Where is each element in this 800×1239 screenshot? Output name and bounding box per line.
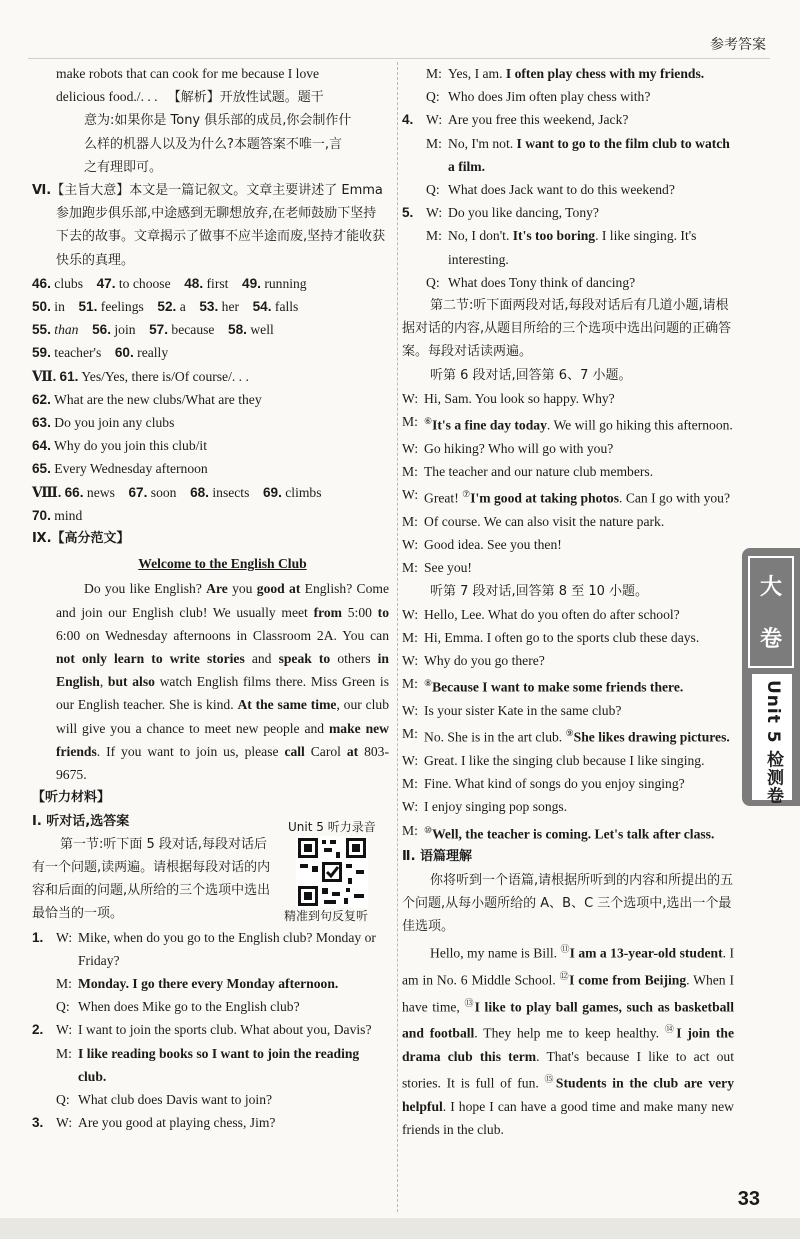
dialogue-segment: No, I'm not. [448,135,517,151]
answer-row [32,341,389,364]
answer-row [32,295,389,318]
speaker: M: [402,776,418,792]
marker-number: ⑭ [664,1024,677,1035]
marker-number: ⑧ [424,678,433,689]
dialogue-text [424,410,734,437]
answer-word: feelings [97,299,144,315]
answer-number: 69. [262,484,282,500]
speaker: Q: [56,999,70,1015]
answer-number: 46. [32,275,51,291]
dialogue-text: I want to join the sports club. What about you, Davis? [78,1022,372,1038]
dialogue-line [402,672,734,699]
essay-segment: 5:00 [342,604,378,620]
dialogue-line [402,85,734,108]
dialogue-5 [402,201,734,294]
answer-word: than [50,322,79,338]
answer-number: 55. [32,322,51,338]
passage-segment: Hello, my name is Bill. [430,945,561,961]
dialogue-segment: No, I don't. [448,228,513,244]
section-ii-label: Ⅱ. 语篇理解 [402,849,473,865]
answer-number: 66. [64,484,84,500]
answer-number: 50. [32,299,51,315]
marker-number: ⑥ [424,416,433,427]
speaker: W: [402,799,419,815]
answer-number: 57. [149,322,169,338]
essay-title: Welcome to the English Club [138,556,307,572]
speaker: W: [402,537,419,553]
essay-segment: 803-9675. [56,743,389,783]
passage-segment: . That's because I like to act out stories. It is full of fun. [402,1049,734,1091]
bottom-strip [0,1218,800,1239]
section-i-desc: 第一节:听下面 5 段对话,每段对话后有一个问题,读两遍。请根据每段对话的内容和后面的问题,从所给的三个选项中选出最恰当的一项。 [32,836,271,922]
dialogue-line [402,603,734,626]
speaker: Q: [426,89,440,105]
answer-word: running [260,275,307,291]
dialogue-segment: Are you free this weekend, Jack? [448,112,629,128]
question-number [32,995,56,1018]
answer-number: 53. [199,299,219,315]
dialogue-segment: She likes drawing pictures. [573,729,730,745]
essay-segment: good at [256,581,301,597]
speaker: M: [402,676,418,692]
passage-body [402,938,734,1141]
dialogue-segment: . I like singing. It's interesting. [448,228,697,267]
dialogue-text: I like reading books so I want to join the reading club. [78,1045,360,1084]
left-dialogues [32,926,389,1135]
passage-segment: . When I have time, [402,972,734,1015]
passage-segment: . They help me to keep healthy. [474,1025,665,1041]
dialogue-line [402,749,734,772]
marker-number: ⑨ [565,728,574,739]
dialogue-segment: Of course. We can also visit the nature park. [424,513,665,529]
answer-word: falls [271,299,299,315]
answer-number: 47. [96,275,116,291]
dialogue-text [424,556,734,579]
dialogue-text [424,483,734,510]
answer-number: 52. [157,299,177,315]
answer-row [32,481,389,504]
passage-segment: . I hope I can have a good time and make many new friends in the club. [402,1099,734,1138]
dialogue-line [402,410,734,437]
dialogue-3-tail [402,62,734,108]
answer-text: Do you join any clubs [50,415,175,431]
answer-row [32,411,389,434]
dialogue-6-intro: 听第 6 段对话,回答第 6、7 小题。 [430,367,632,383]
dialogue-line [402,722,734,749]
speaker: M: [402,463,418,479]
answer-row [32,504,389,527]
answer-word: teacher's [50,345,102,361]
essay-segment: not only learn to write stories [56,651,245,667]
dialogue-segment: I'm good at taking photos [470,490,620,506]
question-number: 3. [32,1115,44,1131]
side-tab [742,548,800,806]
column-divider [397,62,398,1212]
question-number [32,1088,56,1111]
dialogue-line [402,108,734,131]
dialogue-line [402,626,734,649]
answer-word: really [133,345,169,361]
dialogue-7-intro: 听第 7 段对话,回答第 8 至 10 小题。 [430,583,649,599]
answer-text: What are the new clubs/What are they [50,391,262,407]
question-number [402,271,426,294]
answer-number: 48. [184,275,204,291]
header-rule [28,58,770,59]
answer-row [32,388,389,411]
dialogue-text [424,510,734,533]
essay-segment: . If you want to join us, please [96,743,285,759]
speaker: M: [426,135,442,151]
answer-number: 51. [78,299,98,315]
essay-segment: Do you like English? [84,581,207,597]
dialogue-7 [402,603,734,846]
left-column [32,62,389,1134]
answer-word: first [203,275,229,291]
dialogue-segment: Yes, I am. [448,66,506,81]
dialogue-text [424,672,734,699]
dialogue-text [448,178,734,201]
answer-number: 58. [228,322,247,338]
answer-number: 56. [92,322,111,338]
dialogue-text [424,533,734,556]
dialogue-line [402,772,734,795]
essay-segment: Carol [304,743,347,759]
side-tab-label: 大卷 [748,556,794,668]
answer-number: 49. [242,275,261,291]
answer-number: 68. [190,484,209,500]
dialogue-line [402,271,734,294]
answer-word: her [218,299,240,315]
essay-segment: , our club will give you a chance to meet new people and [56,697,389,736]
answer-word: climbs [281,484,336,500]
dialogue-segment: I want to go to the film club to watch a film. [448,135,730,174]
essay-segment: speak to [278,651,331,667]
speaker: Q: [426,182,440,198]
answer-number: 61. [59,368,79,384]
dialogue-segment: Great. I like the singing club because I like singing. [424,753,705,769]
speaker: W: [402,390,419,406]
essay-segment: At the same time [237,697,337,713]
dialogue-text: Monday. I go there every Monday afternoon. [78,975,339,991]
dialogue-segment: Who does Jim often play chess with? [448,89,651,105]
answer-row [32,434,389,457]
dialogue-4 [402,108,734,201]
question-number [402,132,426,178]
continued-line: delicious food./. . . 【解析】开放性试题。题干 [56,89,324,106]
speaker: W: [56,1115,73,1131]
dialogue-line [402,795,734,818]
question-number: 5. [402,205,414,221]
dialogue-text [448,132,734,178]
answer-word: in [50,299,65,315]
answer-text: Why do you join this club/it [50,438,207,454]
dialogue-text [424,795,734,818]
dialogue-segment: Is your sister Kate in the same club? [424,703,622,719]
dialogue-segment: It's a fine day today [432,417,547,433]
dialogue-text [448,85,734,108]
question-number: 4. [402,112,414,128]
dialogue-line [32,972,389,995]
speaker: W: [56,929,73,945]
dialogue-segment: Because I want to make some friends there. [432,679,684,695]
question-number [402,178,426,201]
dialogue-line [32,926,389,972]
answer-text: Yes/Yes, there is/Of course/. . . [78,368,249,384]
dialogue-segment: Fine. What kind of songs do you enjoy singing? [424,776,685,792]
passage-segment: Students in the club are very helpful [402,1075,735,1115]
answer-number: 67. [128,484,148,500]
dialogue-text [448,224,734,270]
speaker: M: [402,560,418,576]
dialogue-segment: Hi, Sam. You look so happy. Why? [424,390,615,406]
dialogue-text [448,108,734,131]
question-number [402,224,426,270]
answer-number: 59. [32,345,51,361]
dialogue-6 [402,387,734,580]
dialogue-text [424,387,734,410]
dialogue-line [402,437,734,460]
speaker: M: [426,66,442,81]
dialogue-line [32,1088,389,1111]
speaker: W: [402,753,419,769]
essay-segment: from [313,604,342,620]
dialogue-line [402,387,734,410]
dialogue-segment: What does Jack want to do this weekend? [448,182,675,198]
question-number: 1. [32,929,44,945]
dialogue-segment: Great! [424,490,463,506]
dialogue-line [402,649,734,672]
passage-segment: I come from Beijing [569,972,687,988]
qr-caption: 精准到句反复听 [284,909,369,923]
section-ii-desc: 你将听到一个语篇,请根据所听到的内容和所提出的五个问题,从每小题所给的 A、B、C 三个选项中,选出一个最佳选项。 [402,872,734,934]
question-number: 2. [32,1022,44,1038]
essay-segment: and [244,651,279,667]
dialogue-line [402,556,734,579]
speaker: W: [426,112,443,128]
dialogue-segment: . Can I go with you? [619,490,731,506]
dialogue-line [402,533,734,556]
marker-number: ⑩ [424,824,433,835]
section-label: Ⅷ. [32,484,65,500]
speaker: W: [402,606,419,622]
speaker: M: [426,228,442,244]
analysis-line: 么样的机器人以及为什么?本题答案不唯一,言 [84,136,343,152]
speaker: M: [402,513,418,529]
essay-body [56,577,389,786]
answer-word: because [168,322,215,338]
question-number [32,1042,56,1088]
dialogue-segment: What does Tony think of dancing? [448,274,636,290]
dialogue-line [402,460,734,483]
dialogue-line [32,1111,389,1134]
dialogue-text: Mike, when do you go to the English club? Monday or Friday? [78,929,376,968]
header-title: 参考答案 [710,37,766,53]
dialogue-segment: Go hiking? Who will go with you? [424,440,614,456]
essay-segment: watch English films there. Miss Green is our English teacher. She is kind. [56,674,389,713]
dialogue-line [402,510,734,533]
marker-number: ⑬ [464,997,475,1008]
dialogue-text [424,626,734,649]
answer-word: join [110,322,136,338]
speaker: W: [426,205,443,221]
dialogue-answer: I often play chess with my friends. [505,66,705,81]
section-label: Ⅶ. [32,368,60,384]
dialogue-text [424,603,734,626]
dialogue-line [402,132,734,178]
answer-row [32,272,389,295]
dialogue-text [424,460,734,483]
essay-segment: but also [107,674,155,690]
answer-number: 60. [114,345,134,361]
analysis-line: 之有理即可。 [84,159,163,175]
analysis-line: 意为:如果你是 Tony 俱乐部的成员,你会制作什 [84,113,352,129]
analysis-label: 【解析】开放性试题。题干 [167,90,324,106]
dialogue-segment: Hi, Emma. I often go to the sports club these days. [424,629,700,645]
answer-number: 62. [32,391,51,407]
side-tab-vertical: Unit 5 检测卷 [763,680,783,805]
dialogue-text [424,699,734,722]
answer-word: soon [147,484,191,500]
speaker: M: [402,629,418,645]
dialogue-text: When does Mike go to the English club? [78,999,300,1015]
section-2-desc: 第二节:听下面两段对话,每段对话后有几道小题,请根据对话的内容,从题目所给的三个选项中选出问题的正确答案。每段对话读两遍。 [402,298,732,360]
dialogue-text [424,772,734,795]
answer-row [32,365,389,388]
speaker: W: [402,440,419,456]
dialogue-segment: Good idea. See you then! [424,537,562,553]
right-column [402,62,734,1141]
essay-segment: to [377,604,389,620]
answer-word: insects [208,484,263,500]
dialogue-text: What club does Davis want to join? [78,1091,273,1107]
dialogue-segment: Well, the teacher is coming. Let's talk after class. [432,826,715,842]
marker-number: ⑦ [462,489,471,500]
speaker: W: [402,703,419,719]
speaker: M: [402,822,418,838]
dialogue-segment: See you! [424,560,472,576]
dialogue-line [402,483,734,510]
speaker: Q: [56,1091,70,1107]
speaker: W: [402,487,419,503]
dialogue-text [424,649,734,672]
answer-word: well [246,322,274,338]
dialogue-segment: No. She is in the art club. [424,729,566,745]
answer-word: news [83,484,129,500]
dialogue-text [424,722,734,749]
dialogue-text [424,437,734,460]
answer-row [32,318,389,341]
speaker: M: [56,975,72,991]
dialogue-line [402,224,734,270]
section-i-label: Ⅰ. 听对话,选答案 [32,813,130,829]
essay-segment: , [99,674,108,690]
qr-title: Unit 5 听力录音 [288,820,376,834]
dialogue-segment: . We will go hiking this afternoon. [546,417,733,433]
dialogue-line [32,1018,389,1041]
dialogue-text [448,271,734,294]
passage-segment: . I am in No. 6 Middle School. [402,945,735,988]
answer-word: a [176,299,186,315]
listening-label: 【听力材料】 [32,790,111,806]
essay-segment: 6:00 on Wednesday afternoons in Classroom 2A. You can [56,627,389,643]
dialogue-text [424,749,734,772]
dialogue-text [448,62,734,85]
speaker: M: [402,726,418,742]
dialogue-line [402,62,734,85]
answer-word: mind [50,507,83,523]
dialogue-text: Are you good at playing chess, Jim? [78,1115,276,1131]
dialogue-segment: The teacher and our nature club members. [424,463,654,479]
essay-segment: Are [206,581,228,597]
answer-number: 65. [32,461,51,477]
dialogue-segment: Why do you go there? [424,653,545,669]
dialogue-text [448,201,734,224]
section-viii [32,481,389,527]
marker-number: ⑪ [560,944,570,955]
speaker: W: [56,1022,73,1038]
essay-segment: call [284,743,305,759]
dialogue-line [402,699,734,722]
page-number: 33 [737,1188,760,1210]
marker-number: ⑮ [544,1074,556,1085]
answer-word: to choose [115,275,171,291]
dialogue-line [402,819,734,846]
qr-code-icon [296,836,368,908]
speaker: Q: [426,274,440,290]
section-vii [32,365,389,481]
section-vi: Ⅵ.【主旨大意】本文是一篇记叙文。文章主要讲述了 Emma 参加跑步俱乐部,中途感到无聊想放弃,在老师鼓励下坚持下去的故事。文章揭示了做事不应半途而废,坚持才能收获快乐的真理。 [32,183,386,268]
dialogue-text [424,819,734,846]
section-ix-label: Ⅸ.【高分范文】 [32,531,130,547]
question-number [32,972,56,995]
answer-number: 64. [32,438,51,454]
dialogue-segment: Hello, Lee. What do you often do after school? [424,606,680,622]
essay-segment: make new friends [56,720,389,759]
continued-line: make robots that can cook for me because I love [56,66,320,81]
dialogue-line [32,1042,389,1088]
answer-number: 63. [32,415,51,431]
answer-text: Every Wednesday afternoon [50,461,208,477]
answer-rows [32,272,389,365]
essay-segment: you [227,581,257,597]
passage-segment: I like to play ball games, such as basketball and football [402,999,734,1041]
essay-segment: in English [56,651,389,690]
dialogue-segment: It's too boring [512,228,596,244]
dialogue-line [402,178,734,201]
passage-segment: I am a 13-year-old student [569,945,723,961]
passage-segment: I join the drama club this term [402,1025,734,1065]
answer-number: 70. [32,507,51,523]
answer-row [32,457,389,480]
dialogue-line [32,995,389,1018]
marker-number: ⑫ [559,970,570,981]
dialogue-segment: I enjoy singing pop songs. [424,799,568,815]
dialogue-segment: Do you like dancing, Tony? [448,205,599,221]
speaker: W: [402,653,419,669]
speaker: M: [56,1045,72,1061]
speaker: M: [402,414,418,430]
qr-code[interactable] [296,836,368,908]
essay-segment: English? Come and join our English club! We usually meet [56,581,389,620]
answer-word: clubs [50,275,83,291]
essay-segment: others [330,651,378,667]
answer-number: 54. [252,299,272,315]
dialogue-line [402,201,734,224]
essay-segment: at [346,743,359,759]
